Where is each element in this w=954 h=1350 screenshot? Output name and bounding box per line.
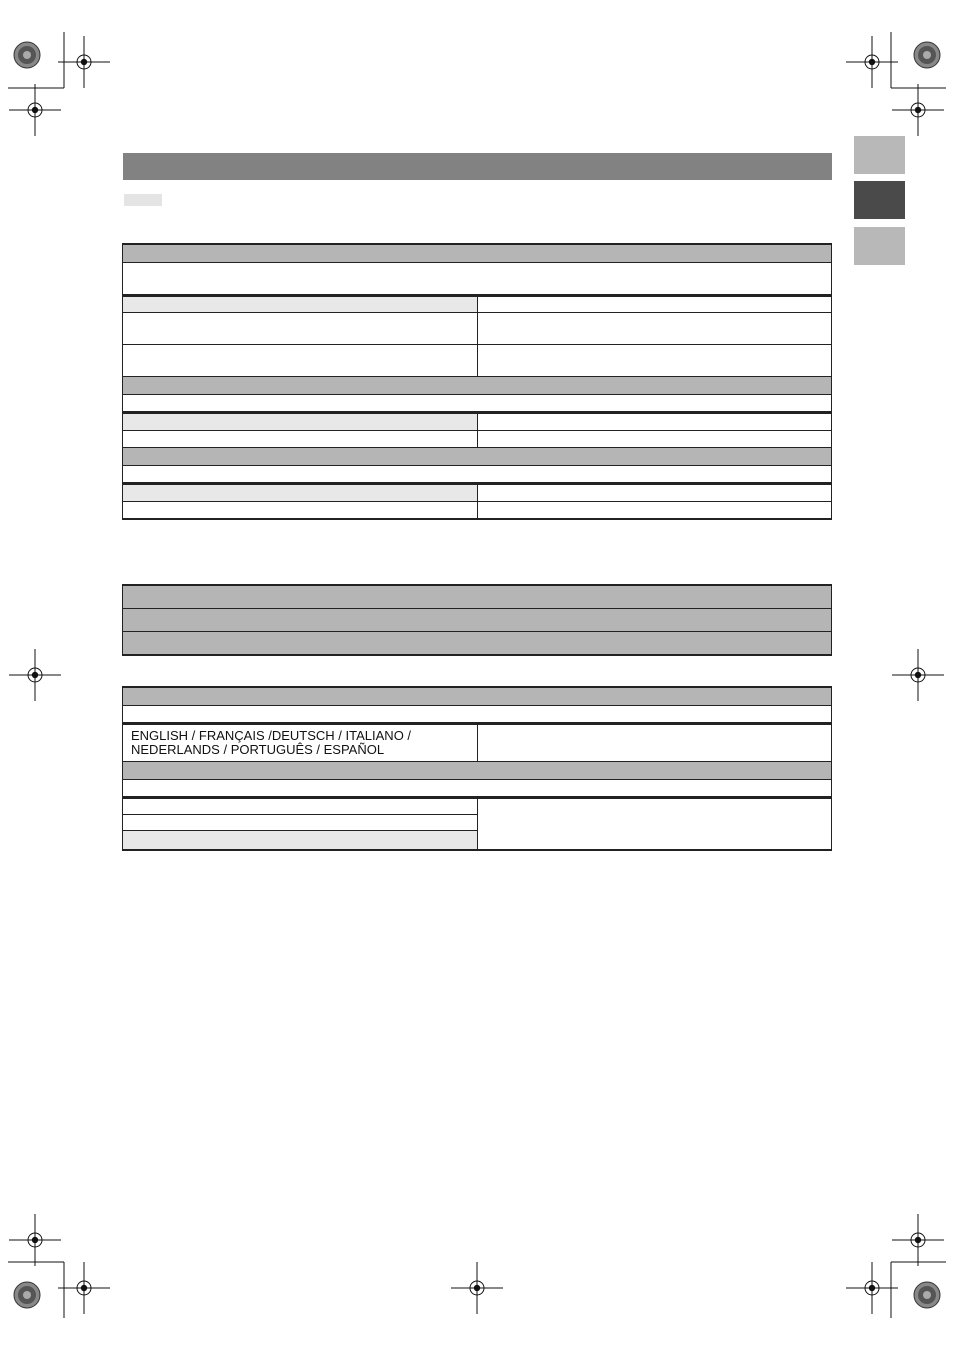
- language-options-cell: ENGLISH / FRANÇAIS /DEUTSCH / ITALIANO / NEDERLANDS / PORTUGUÊS / ESPAÑOL: [123, 724, 478, 762]
